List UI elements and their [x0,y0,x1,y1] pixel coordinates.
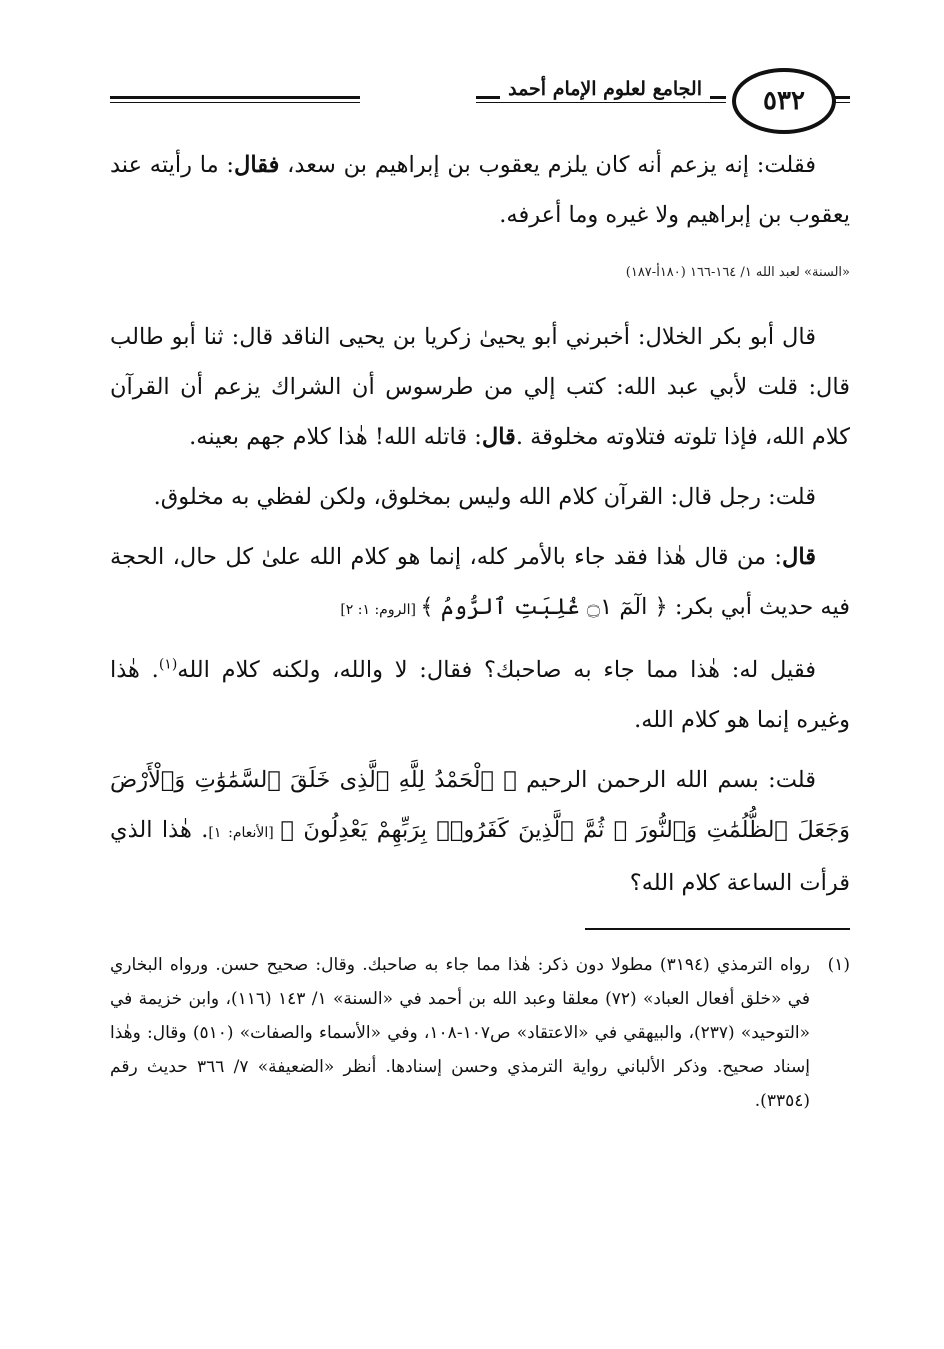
citation: «السنة» لعبد الله ١/ ١٦٤-١٦٦ (١٨٠أ-١٨٧) [625,265,850,280]
page-number-badge [732,68,836,134]
running-header [110,60,850,140]
paragraph-4 [110,532,850,635]
paragraph-2-lead: قال أبو بكر الخلال: أخبرني أبو يحيىٰ زكريا بن يحيى الناقد قال: ثنا أبو طالب قال: قلت لأبي عبد الله: كتب إلي من طرسوس أن الشراك يزعم أن القرآن كلام الله، فإذا تلوته فتلاوته مخلوقة . [110,324,850,450]
quran-verse-rum: ﴿ الٓمٓ ۝١ غُلِبَتِ ٱلرُّومُ ﴾ [420,594,668,620]
paragraph-1-bold: فقال [234,152,280,178]
book-page [110,60,850,1300]
paragraph-3: قلت: رجل قال: القرآن كلام الله وليس بمخلوق، ولكن لفظي به مخلوق. [153,484,816,510]
paragraph-1-lead: فقلت: إنه يزعم أنه كان يلزم يعقوب بن إبراهيم بن سعد، [279,152,817,178]
paragraph-2-bold: قال [481,424,516,450]
footnote-number: (١) [827,955,850,975]
page-number: ٥٣٢ [763,86,805,116]
footnote-divider [585,928,850,930]
paragraph-5-rest: . هٰذا وغيره إنما هو كلام الله. [110,657,850,733]
paragraph-4-bold: قال [782,544,816,570]
verse-reference-anam: [الأنعام: ١] [208,825,281,841]
paragraph-5 [110,645,850,745]
main-text [110,140,850,908]
paragraph-6-lead: قلت: بسم الله الرحمن الرحيم [516,767,816,793]
footnote [110,948,850,1118]
footnote-marker: (١) [158,656,178,673]
paragraph-1-rest: : ما رأيته عند يعقوب بن إبراهيم ولا غيره وما أعرفه. [110,152,850,228]
header-title: الجامع لعلوم الإمام أحمد [500,78,710,100]
paragraph-1 [110,140,850,240]
header-rule-left [110,96,360,99]
quran-verse-anam: ﴿ ٱلْحَمْدُ لِلَّهِ ٱلَّذِى خَلَقَ ٱلسَّمَٰوَٰتِ وَٱلْأَرْضَ وَجَعَلَ ٱلظُّلُمَٰتِ وَٱلنُّورَ ۖ ثُمَّ ٱلَّذِينَ كَفَرُوا۟ بِرَبِّهِمْ يَعْدِلُونَ ﴾ [110,767,851,843]
paragraph-2-rest: : قاتله الله! هٰذا كلام جهم بعينه. [189,424,482,450]
paragraph-6 [110,755,850,908]
paragraph-4-lead: : من قال هٰذا فقد جاء بالأمر كله، إنما هو كلام الله علىٰ كل حال، الحجة فيه حديث أبي بكر: [110,544,850,620]
paragraph-5-text: فقيل له: هٰذا مما جاء به صاحبك؟ فقال: لا والله، ولكنه كلام الله [177,657,816,683]
verse-reference-rum: [الروم: ١: ٢] [340,602,421,618]
paragraph-2 [110,312,850,462]
paragraph-6-rest: . هٰذا الذي قرأت الساعة كلام الله؟ [110,817,850,896]
footnote-text: رواه الترمذي (٣١٩٤) مطولا دون ذكر: هٰذا مما جاء به صاحبك. وقال: صحيح حسن. ورواه البخاري في «خلق أفعال العباد» (٧٢) معلقا وعبد الله بن أحمد في «السنة» ١/ ١٤٣ (١١٦)، وابن خزيمة في «التوحيد» (٢٣٧)، والبيهقي في «الاعتقاد» ص١٠٧-١٠٨، وفي «الأسماء والصفات» (٥١٠) وقال: وهٰذا إسناد صحيح. وذكر الألباني رواية الترمذي وحسن إسنادها. أنظر «الضعيفة» ٧/ ٣٦٦ حديث رقم (٣٣٥٤). [110,955,811,1111]
